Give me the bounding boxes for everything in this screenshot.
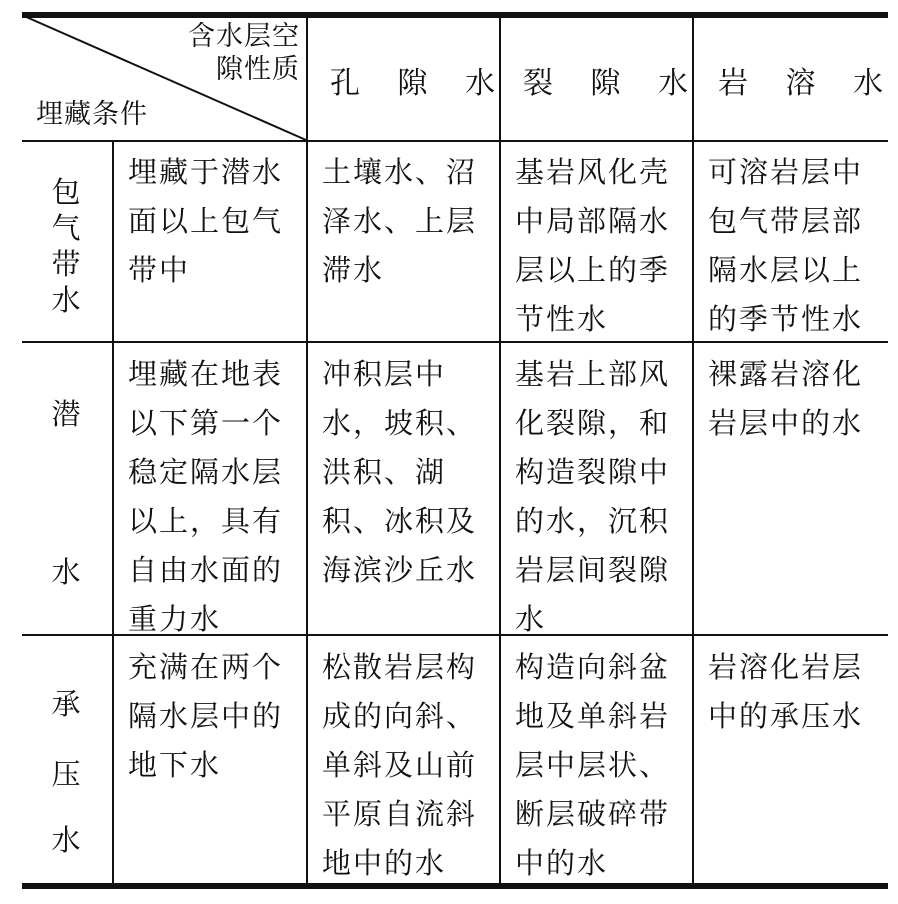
row2-karst: 裸露岩溶化岩层中的水: [708, 357, 864, 440]
corner-header-top: [150, 20, 300, 86]
col-header-fissure: 裂 隙 水: [523, 66, 703, 101]
row2-name-char2: 水: [51, 555, 81, 589]
pore-col-rule: [499, 12, 501, 885]
row1-name-char3: 带: [51, 247, 81, 281]
row3-fissure: 构造向斜盆地及单斜岩层中层状、断层破碎带中的水: [515, 650, 671, 880]
row1-pore: 土壤水、沼泽水、上层滞水: [322, 155, 478, 287]
row2-name-char1: 潜: [51, 397, 81, 431]
row2-pore: 冲积层中水，坡积、洪积、湖积、冰积及海滨沙丘水: [322, 357, 478, 587]
row1-condition: 埋藏于潜水面以上包气带中: [128, 155, 284, 287]
row3-condition: 充满在两个隔水层中的地下水: [128, 650, 284, 782]
condition-col-rule: [306, 12, 308, 885]
row3-karst: 岩溶化岩层中的承压水: [708, 650, 864, 733]
col-header-pore: 孔 隙 水: [330, 66, 510, 101]
row1-name-char2: 气: [51, 211, 81, 245]
row3-pore: 松散岩层构成的向斜、单斜及山前平原自流斜地中的水: [322, 650, 478, 880]
row1-fissure: 基岩风化壳中局部隔水层以上的季节性水: [515, 155, 671, 336]
fissure-col-rule: [692, 12, 694, 885]
row3-name-char2: 压: [51, 757, 81, 791]
corner-header-bottom: 埋藏条件: [36, 99, 148, 130]
row1-name-char4: 水: [51, 283, 81, 317]
rowname-col-rule: [112, 140, 114, 885]
row3-name-char3: 水: [51, 823, 81, 857]
row2-fissure: 基岩上部风化裂隙，和构造裂隙中的水，沉积岩层间裂隙水: [515, 357, 671, 636]
col-header-karst: 岩 溶 水: [718, 66, 898, 101]
row2-condition: 埋藏在地表以下第一个稳定隔水层以上，具有自由水面的重力水: [128, 357, 284, 636]
corner-header-top-line2: 隙性质: [216, 54, 300, 85]
row1-name-char1: 包: [51, 175, 81, 209]
row3-name-char1: 承: [51, 687, 81, 721]
corner-header-top-line1: 含水层空: [188, 21, 300, 52]
row1-karst: 可溶岩层中包气带层部隔水层以上的季节性水: [708, 155, 864, 336]
